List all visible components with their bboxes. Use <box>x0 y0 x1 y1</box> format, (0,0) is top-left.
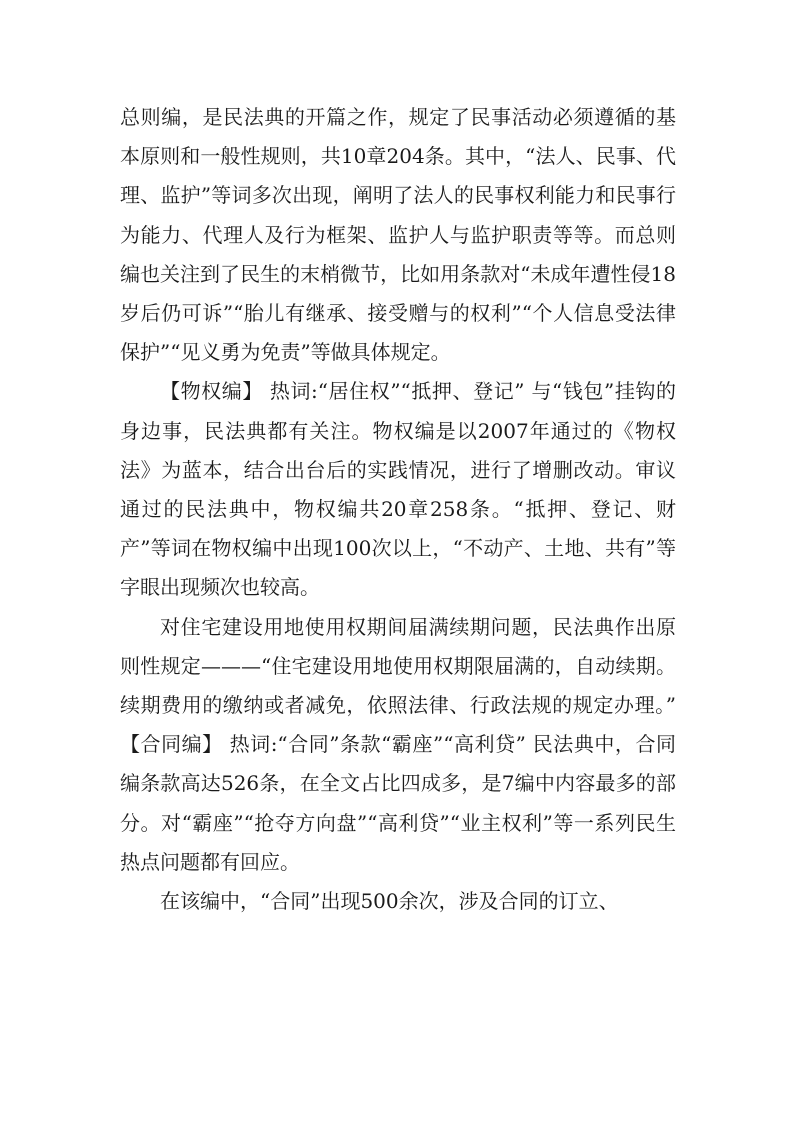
paragraph-land-use-and-contracts: 对住宅建设用地使用权期间届满续期问题，民法典作出原则性规定———“住宅建设用地使用权期限届满的，自动续期。续期费用的缴纳或者减免，依照法律、行政法规的规定办理。” 【合同编】 热词:“合同”条款“霸座”“高利贷” 民法典中，合同编条款高达526条，在全文占比四成多，是7编中内容最多的部分。对“霸座”“抢夺方向盘”“高利贷”“业主权利”等一系列民生热点问题都有回应。 <box>120 614 676 874</box>
paragraph-property-rights: 【物权编】 热词:“居住权”“抵押、登记” 与“钱包”挂钩的身边事，民法典都有关注。物权编是以2007年通过的《物权法》为蓝本，结合出台后的实践情况，进行了增删改动。审议通过的民法典中，物权编共20章258条。“抵押、登记、财产”等词在物权编中出现100次以上，“不动产、土地、共有”等字眼出现频次也较高。 <box>120 379 676 600</box>
paragraph-contract-details: 在该编中，“合同”出现500余次，涉及合同的订立、 <box>160 889 619 914</box>
document-body <box>120 98 676 921</box>
paragraph-general-provisions: 总则编，是民法典的开篇之作，规定了民事活动必须遵循的基本原则和一般性规则，共10章204条。其中，“法人、民事、代理、监护”等词多次出现，阐明了法人的民事权利能力和民事行为能力、代理人及行为框架、监护人与监护职责等等。而总则编也关注到了民生的末梢微节，比如用条款对“未成年遭性侵18岁后仍可诉”“胎儿有继承、接受赠与的权利”“个人信息受法律保护”“见义勇为免责”等做具体规定。 <box>120 105 676 365</box>
